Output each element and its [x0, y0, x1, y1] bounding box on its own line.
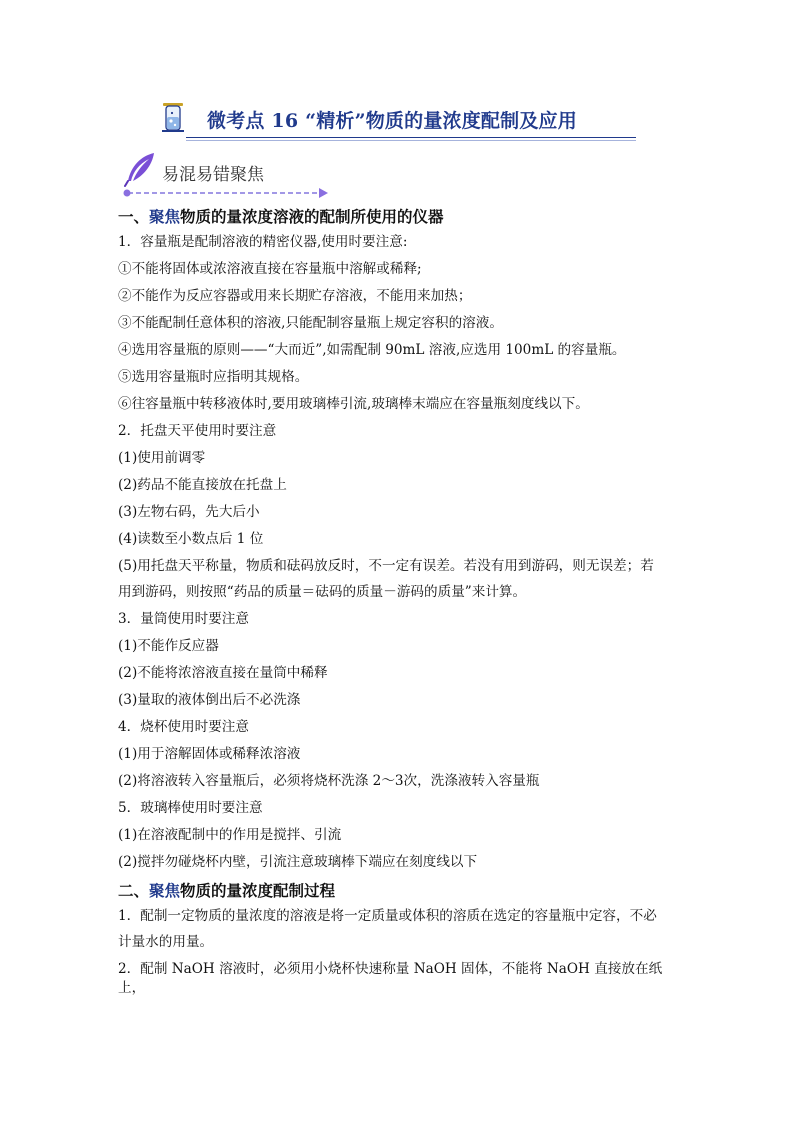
page-title: 微考点 16 “精析”物质的量浓度配制及应用 — [207, 110, 577, 132]
text-line: ⑥往容量瓶中转移液体时,要用玻璃棒引流,玻璃棒末端应在容量瓶刻度线以下。 — [118, 396, 589, 412]
heading-rest: 物质的量浓度配制过程 — [180, 881, 336, 900]
text-line: 1．容量瓶是配制溶液的精密仪器,使用时要注意: — [118, 234, 408, 250]
text-line: ④选用容量瓶的原则——“大而近”,如需配制 90mL 溶液,应选用 100mL 的容量瓶。 — [118, 342, 626, 358]
document-body — [118, 206, 678, 1006]
section-1 — [118, 206, 678, 872]
banner-divider — [123, 187, 328, 199]
text-line: ⑤选用容量瓶时应指明其规格。 — [118, 369, 309, 385]
title-rule — [186, 137, 636, 138]
text-line: 1．配制一定物质的量浓度的溶液是将一定质量或体积的溶质在选定的容量瓶中定容，不必 — [118, 908, 657, 924]
section-heading — [118, 880, 678, 902]
section-banner — [118, 148, 333, 198]
text-line: (2)将溶液转入容量瓶后，必须将烧杯洗涤 2～3次，洗涤液转入容量瓶 — [118, 773, 540, 789]
section-2 — [118, 880, 678, 998]
flask-icon — [160, 102, 186, 134]
text-line: (1)使用前调零 — [118, 450, 206, 466]
text-line: ③不能配制任意体积的溶液,只能配制容量瓶上规定容积的溶液。 — [118, 315, 503, 331]
text-line: (4)读数至小数点后 1 位 — [118, 531, 264, 547]
text-line: (1)用于溶解固体或稀释浓溶液 — [118, 746, 301, 762]
text-line: 2．配制 NaOH 溶液时，必须用小烧杯快速称量 NaOH 固体，不能将 NaOH 直接放在纸上， — [118, 961, 663, 996]
feather-icon — [121, 150, 159, 188]
title-area — [160, 100, 636, 145]
text-line: (1)在溶液配制中的作用是搅拌、引流 — [118, 827, 342, 843]
heading-prefix: 一、 — [118, 207, 150, 226]
title-rule-secondary — [186, 140, 636, 141]
heading-prefix: 二、 — [118, 881, 150, 900]
text-line: (3)左物右码，先大后小 — [118, 504, 260, 520]
text-line: (2)不能将浓溶液直接在量筒中稀释 — [118, 665, 328, 681]
text-line: ②不能作为反应容器或用来长期贮存溶液，不能用来加热； — [118, 288, 472, 304]
text-line: (1)不能作反应器 — [118, 638, 219, 654]
heading-rest: 物质的量浓度溶液的配制所使用的仪器 — [180, 207, 444, 226]
text-line: (2)药品不能直接放在托盘上 — [118, 477, 287, 493]
text-line: (5)用托盘天平称量，物质和砝码放反时，不一定有误差。若没有用到游码，则无误差；若 — [118, 558, 654, 574]
heading-highlight: 聚焦 — [149, 207, 181, 226]
text-line: (2)搅拌勿碰烧杯内壁，引流注意玻璃棒下端应在刻度线以下 — [118, 854, 478, 870]
text-line: 用到游码，则按照“药品的质量＝砝码的质量－游码的质量”来计算。 — [118, 584, 527, 600]
text-line: 4．烧杯使用时要注意 — [118, 719, 249, 735]
banner-label: 易混易错聚焦 — [162, 165, 264, 185]
text-line: (3)量取的液体倒出后不必洗涤 — [118, 692, 301, 708]
text-line: 2．托盘天平使用时要注意 — [118, 423, 277, 439]
text-line: 5．玻璃棒使用时要注意 — [118, 800, 263, 816]
section-heading — [118, 206, 678, 228]
heading-highlight: 聚焦 — [149, 881, 181, 900]
text-line: 计量水的用量。 — [118, 934, 214, 950]
text-line: ①不能将固体或浓溶液直接在容量瓶中溶解或稀释; — [118, 261, 422, 277]
text-line: 3．量筒使用时要注意 — [118, 611, 249, 627]
